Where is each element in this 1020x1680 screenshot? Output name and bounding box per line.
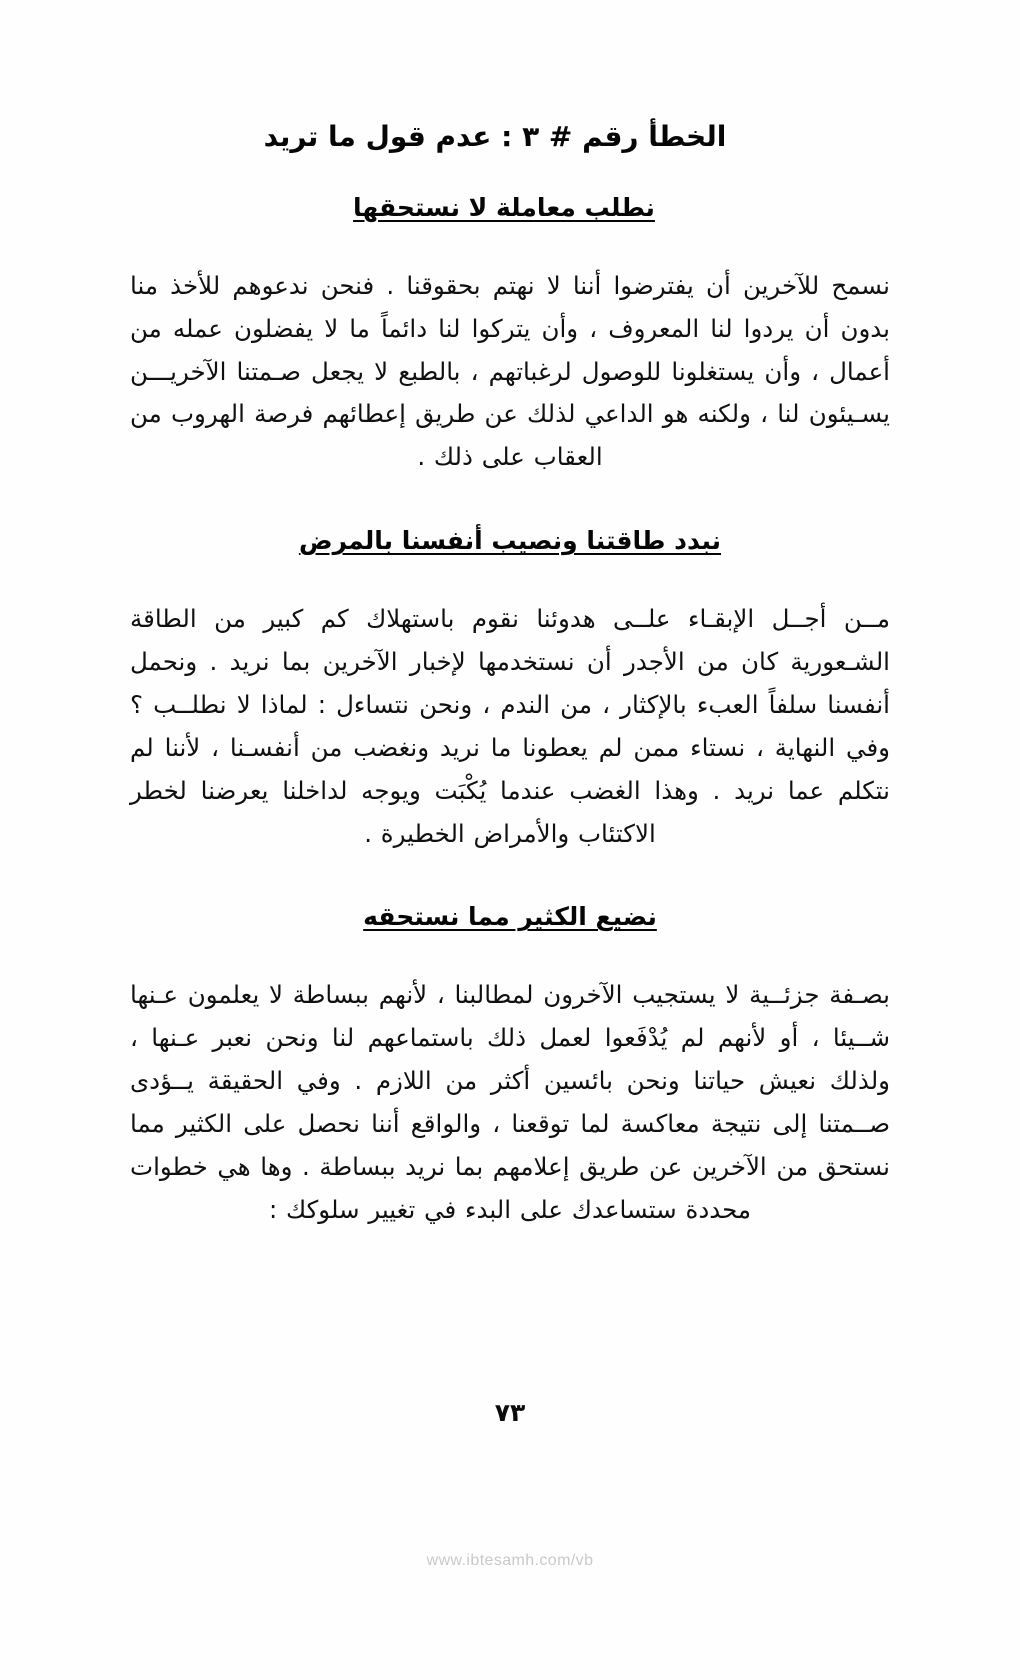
spacer <box>130 558 890 598</box>
page-content <box>130 118 890 1232</box>
page-number: ٧٣ <box>494 1398 526 1427</box>
section-heading-2: نبدد طاقتنا ونصيب أنفسنا بالمرض <box>298 526 722 556</box>
footer-watermark <box>0 1552 1020 1570</box>
section-paragraph-1: نسمح للآخرين أن يفترضوا أننا لا نهتم بحقوقنا . فنحن ندعوهم للأخذ منا بدون أن يردوا لنا المعروف ، وأن يتركوا لنا دائماً ما لا يفضلون عمله من أعمال ، وأن يستغلونا للوصول لرغباتهم ، بالطبع لا يجعل صـمتنا الآخريـــن يسـيئون لنا ، ولكنه هو الداعي لذلك عن طريق إعطائهم فرصة الهروب من العقاب على ذلك . <box>130 270 890 472</box>
spacer <box>130 855 890 899</box>
section-paragraph-2: مــن أجــل الإبقـاء علــى هدوئنا نقوم باستهلاك كم كبير من الطاقة الشـعورية كان من الأجدر أن نستخدمها لإخبار الآخرين بما نريد . ونحمل أنفسنا سلفاً العبء بالإكثار ، من الندم ، ونحن نتساءل : لماذا لا نطلــب ؟ وفي النهاية ، نستاء ممن لم يعطونا ما نريد ونغضب من أنفسـنا ، لأننا لم نتكلم عما نريد . وهذا الغضب عندما يُكْبَت ويوجه لداخلنا يعرضنا لخطر الاكتئاب والأمراض الخطيرة . <box>130 604 890 848</box>
page-title: الخطأ رقم # ٣ : عدم قول ما تريد <box>263 120 727 153</box>
section-paragraph-3: بصـفة جزئــية لا يستجيب الآخرون لمطالبنا ، لأنهم ببساطة لا يعلمون عـنها شــيئا ، أو لأنهم لم يُدْفَعوا لعمل ذلك باستماعهم لنا ونحن نعبر عـنها ، ولذلك نعيش حياتنا ونحن بائسين أكثر من اللازم . وفي الحقيقة يــؤدى صــمتنا إلى نتيجة معاكسة لما توقعنا ، والواقع أننا نحصل على الكثير مما نستحق من الآخرين عن طريق إعلامهم بما نريد ببساطة . وها هي خطوات محددة ستساعدك على البدء في تغيير سلوكك : <box>130 980 890 1224</box>
section-heading-1: نطلب معاملة لا نستحقها <box>353 192 655 222</box>
spacer <box>130 934 890 974</box>
spacer <box>130 479 890 523</box>
spacer <box>130 225 890 265</box>
watermark-url-text: www.ibtesamh.com/vb <box>426 1552 594 1569</box>
section-heading-3: نضيع الكثير مما نستحقه <box>363 902 657 932</box>
